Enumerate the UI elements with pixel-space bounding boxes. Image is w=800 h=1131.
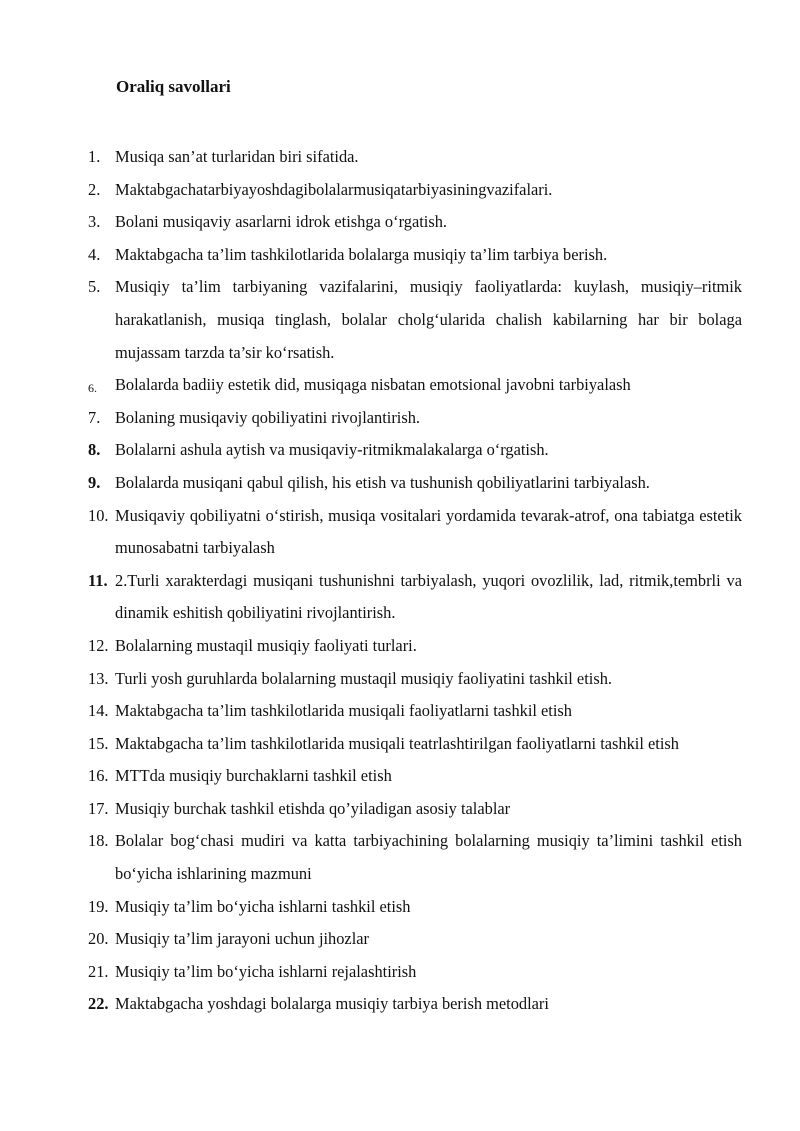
question-text: Maktabgacha yoshdagi bolalarga musiqiy tarbiya berish metodlari <box>115 994 549 1014</box>
question-number: 7. <box>88 407 101 427</box>
question-item <box>88 956 742 989</box>
question-item <box>88 630 742 663</box>
question-text: Bolalarda badiiy estetik did, musiqaga nisbatan emotsional javobni tarbiyalash <box>115 375 631 395</box>
question-number: 12. <box>88 635 109 655</box>
question-text: Maktabgachatarbiyayoshdagibolalarmusiqatarbiyasiningvazifalari. <box>115 179 553 199</box>
question-text: Bolalarning mustaqil musiqiy faoliyati turlari. <box>115 635 417 655</box>
question-text: Turli yosh guruhlarda bolalarning mustaqil musiqiy faoliyatini tashkil etish. <box>115 668 612 688</box>
question-item <box>88 239 742 272</box>
question-number: 5. <box>88 277 101 297</box>
question-item <box>88 988 742 1021</box>
page-title: Oraliq savollari <box>116 77 231 96</box>
question-number: 21. <box>88 961 109 981</box>
question-item <box>88 760 742 793</box>
question-item <box>88 271 742 369</box>
question-text: Musiqiy ta’lim tarbiyaning vazifalarini, musiqiy faoliyatlarda: kuylash, musiqiy–ritmik harakatlanish, musiqa tinglash, bolalar cholg‘ularida chalish kabilarning har bir bolaga mujassam tarzda ta’sir ko‘rsatish. <box>115 277 742 362</box>
question-number: 20. <box>88 929 109 949</box>
question-number: 6. <box>88 381 97 396</box>
question-item <box>88 174 742 207</box>
question-text: Bolaning musiqaviy qobiliyatini rivojlantirish. <box>115 407 421 427</box>
question-item <box>88 434 742 467</box>
question-text: Musiqaviy qobiliyatni o‘stirish, musiqa vositalari yordamida tevarak-atrof, ona tabiatga estetik munosabatni tarbiyalash <box>115 505 742 558</box>
question-item <box>88 206 742 239</box>
question-item <box>88 891 742 924</box>
question-item <box>88 500 742 565</box>
question-number: 4. <box>88 244 101 264</box>
question-number: 18. <box>88 831 109 851</box>
question-number: 13. <box>88 668 109 688</box>
question-item <box>88 793 742 826</box>
question-number: 1. <box>88 147 101 166</box>
question-text: Maktabgacha ta’lim tashkilotlarida musiqali teatrlashtirilgan faoliyatlarni tashkil etish <box>115 733 679 753</box>
question-item <box>88 825 742 890</box>
question-number: 10. <box>88 505 109 525</box>
question-item <box>88 467 742 500</box>
question-text: Musiqa san’at turlaridan biri sifatida. <box>115 147 359 166</box>
question-item <box>88 695 742 728</box>
question-item <box>88 402 742 435</box>
question-list <box>88 141 742 1021</box>
question-number: 14. <box>88 701 109 721</box>
question-number: 16. <box>88 766 109 786</box>
question-number: 15. <box>88 733 109 753</box>
question-text: Maktabgacha ta’lim tashkilotlarida bolalarga musiqiy ta’lim tarbiya berish. <box>115 244 608 264</box>
question-number: 22. <box>88 994 109 1014</box>
question-number: 3. <box>88 212 101 232</box>
question-text: Bolalar bog‘chasi mudiri va katta tarbiyachining bolalarning musiqiy ta’limini tashkil etish bo‘yicha ishlarining mazmuni <box>115 831 742 884</box>
question-number: 8. <box>88 440 101 460</box>
question-item <box>88 141 742 174</box>
question-text: Bolani musiqaviy asarlarni idrok etishga o‘rgatish. <box>115 212 447 232</box>
question-item <box>88 663 742 696</box>
question-text: Musiqiy burchak tashkil etishda qo’yiladigan asosiy talablar <box>115 798 511 818</box>
question-number: 2. <box>88 179 101 199</box>
question-text: Musiqiy ta’lim bo‘yicha ishlarni tashkil etish <box>115 896 411 916</box>
question-text: 2.Turli xarakterdagi musiqani tushunishni tarbiyalash, yuqori ovozlilik, lad, ritmik,tembrli va dinamik eshitish qobiliyatini rivojlantirish. <box>115 570 742 623</box>
question-number: 11. <box>88 570 108 590</box>
question-text: MTTda musiqiy burchaklarni tashkil etish <box>115 766 392 786</box>
question-text: Musiqiy ta’lim bo‘yicha ishlarni rejalashtirish <box>115 961 417 981</box>
question-item <box>88 369 742 402</box>
question-number: 19. <box>88 896 109 916</box>
question-text: Bolalarni ashula aytish va musiqaviy-ritmikmalakalarga o‘rgatish. <box>115 440 549 460</box>
question-text: Maktabgacha ta’lim tashkilotlarida musiqali faoliyatlarni tashkil etish <box>115 701 572 721</box>
question-text: Bolalarda musiqani qabul qilish, his etish va tushunish qobiliyatlarini tarbiyalash. <box>115 472 650 492</box>
question-text: Musiqiy ta’lim jarayoni uchun jihozlar <box>115 929 369 949</box>
question-item <box>88 565 742 630</box>
question-item <box>88 923 742 956</box>
question-number: 17. <box>88 798 109 818</box>
question-number: 9. <box>88 472 101 492</box>
question-item <box>88 728 742 761</box>
